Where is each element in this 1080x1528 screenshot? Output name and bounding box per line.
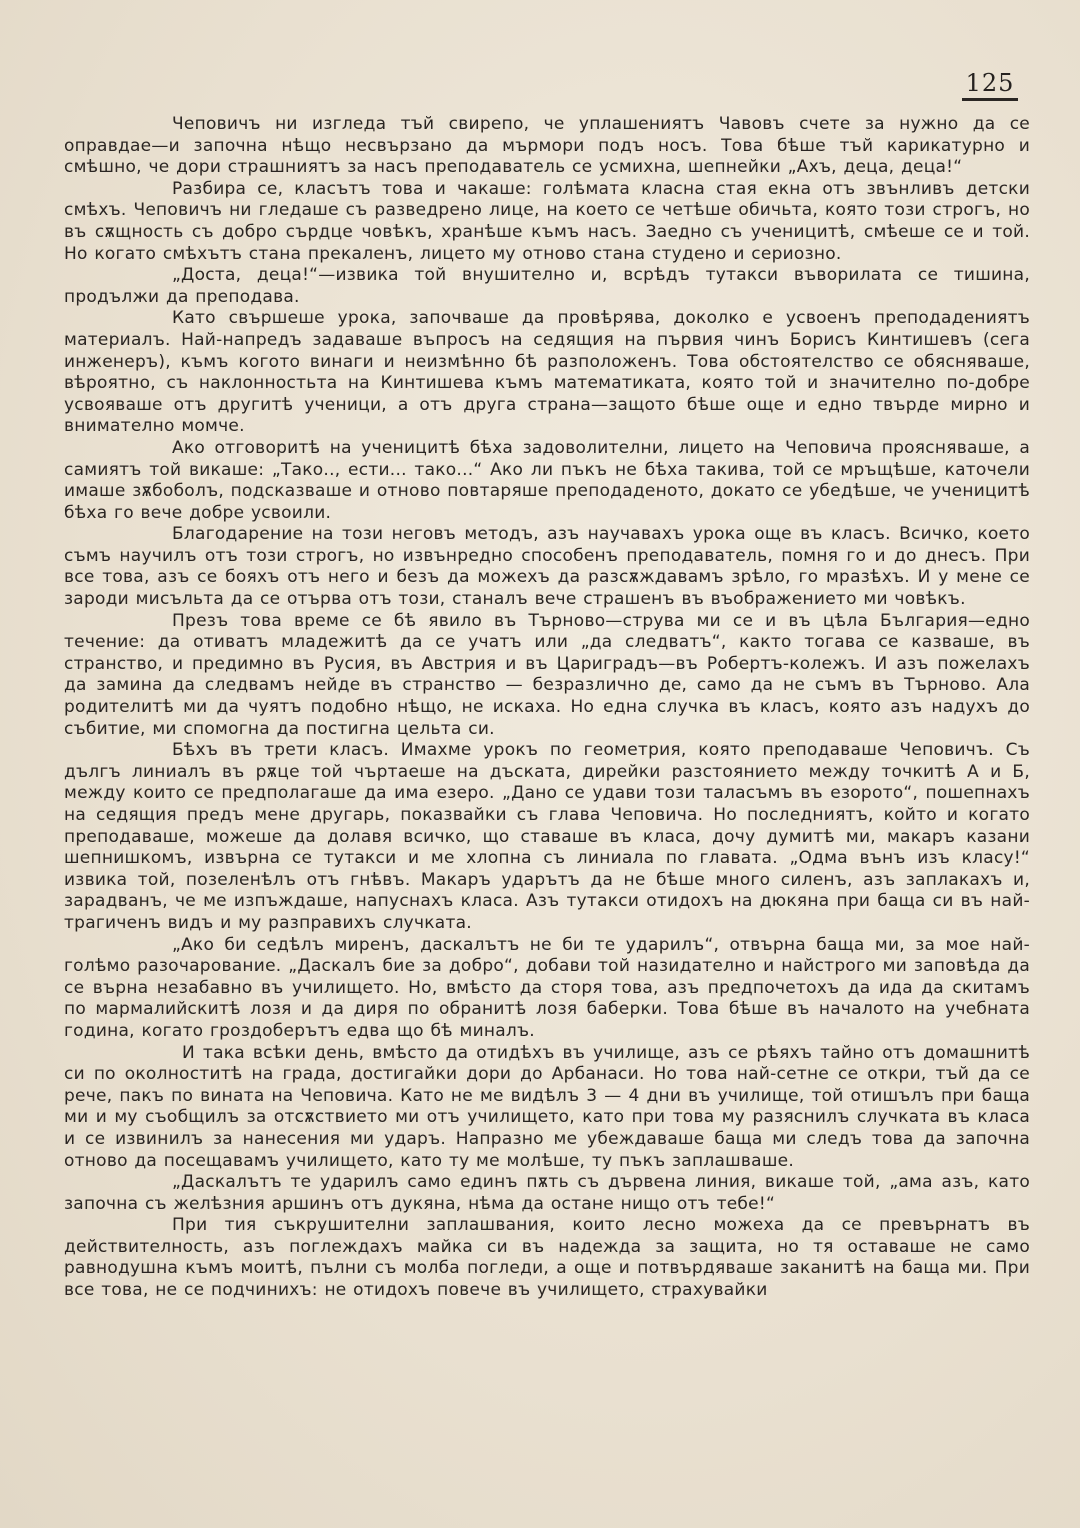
page-number: 125 [965, 69, 1015, 97]
paragraph: Бѣхъ въ трети класъ. Имахме урокъ по геометрия, която преподаваше Чеповичъ. Съ дългъ линиалъ въ рѫце той чъртаеше на дъската, дирейки разстоянието между точкитѣ А и Б, между които се предполагаше да има езеро. „Дано се удави този таласъмъ въ езорото“, пошепнахъ на седящия предъ мене другарь, показвайки съ глава Чеповича. Но последниятъ, който и когато преподаваше, можеше да долавя всичко, що ставаше въ класа, дочу думитѣ ми, макаръ казани шепнишкомъ, извърна се тутакси и ме хлопна съ линиала по главата. „Одма вънъ изъ класу!“ извика той, позеленѣлъ отъ гнѣвъ. Макаръ ударътъ да не бѣше много силенъ, азъ заплакахъ и, зарадванъ, че ме изпъждаше, напуснахъ класа. Азъ тутакси отидохъ на дюкяна при баща си въ най-трагиченъ видъ и му разправихъ случката. [64, 740, 1030, 933]
paragraph: „Ако би седѣлъ миренъ, даскалътъ не би те ударилъ“, отвърна баща ми, за мое най-голѣмо разочарование. „Даскалъ бие за добро“, добави той назидателно и найстрого ми заповѣда да се върна незабавно въ училището. Но, вмѣсто да сторя това, азъ предпочетохъ да ида да скитамъ по мармалийскитѣ лозя и да диря по обранитѣ лозя баберки. Това бѣше въ началото на учебната година, когато гроздоберътъ едва що бѣ миналъ. [64, 934, 1030, 1041]
paragraph: Чеповичъ ни изгледа тъй свирепо, че уплашениятъ Чавовъ счете за нужно да се оправдае—и започна нѣщо несвързано да мърмори подъ носъ. Това бѣше тъй карикатурно и смѣшно, че дори страшниятъ за насъ преподаватель се усмихна, шепнейки „Ахъ, деца, деца!“ [64, 114, 1030, 178]
paragraph: При тия съкрушителни заплашвания, които лесно можеха да се превърнатъ въ действителность, азъ поглеждахъ майка си въ надежда за защита, но тя оставаше не само равнодушна къмъ моитѣ, пълни съ молба погледи, а още и потвърдяваше заканитѣ на баща ми. При все това, не се подчинихъ: не отидохъ повече въ училището, страхувайки [64, 1215, 1030, 1301]
body-text [64, 114, 1030, 1302]
paragraph: Благодарение на този неговъ методъ, азъ научавахъ урока още въ класъ. Всичко, което съмъ научилъ отъ този строгъ, но извънредно способенъ преподаватель, помня го и до днесъ. При все това, азъ се бояхъ отъ него и безъ да можехъ да разсѫждавамъ зрѣло, го мразѣхъ. И у мене се зароди мисъльта да се отърва отъ този, станалъ вече страшенъ въ въображението ми човѣкъ. [64, 524, 1030, 610]
page-number-rule [962, 98, 1018, 101]
paragraph: „Даскалътъ те ударилъ само единъ пѫть съ дървена линия, викаше той, „ама азъ, като започна съ желѣзния аршинъ отъ дукяна, нѣма да остане нищо отъ тебе!“ [64, 1172, 1030, 1214]
paragraph: Разбира се, класътъ това и чакаше: голѣмата класна стая екна отъ звънливъ детски смѣхъ. Чеповичъ ни гледаше съ разведрено лице, на което се четѣше обичьта, която този строгъ, но въ сѫщность съ добро сърдце човѣкъ, хранѣше къмъ насъ. Заедно съ ученицитѣ, смѣеше се и той. Но когато смѣхътъ стана прекаленъ, лицето му отново стана студено и сериозно. [64, 178, 1030, 264]
paragraph: Като свършеше урока, започваше да провѣрява, доколко е усвоенъ преподадениятъ материалъ. Най-напредъ задаваше въпросъ на седящия на първия чинъ Борисъ Кинтишевъ (сега инженеръ), къмъ когото винаги и неизмѣнно бѣ разположенъ. Това обстоятелство се обясняваше, вѣроятно, съ наклонностьта на Кинтишева къмъ математиката, която той и значително по-добре усвояваше отъ другитѣ ученици, а отъ друга страна—защото бѣше още и едно твърде мирно и внимателно момче. [64, 308, 1030, 437]
paragraph: И така всѣки день, вмѣсто да отидѣхъ въ училище, азъ се рѣяхъ тайно отъ домашнитѣ си по околноститѣ на града, достигайки дори до Арбанаси. Но това най-сетне се откри, тъй да се рече, пакъ по вината на Чеповича. Като не ме видѣлъ 3 — 4 дни въ училище, той отишълъ при баща ми и му съобщилъ за отсѫствието ми отъ училището, като при това му разяснилъ случката въ класа и се извинилъ за нанесения ми ударъ. Напразно ме убеждаваше баща ми следъ това да започна отново да посещавамъ училището, като ту ме молѣше, ту пъкъ заплашваше. [64, 1042, 1030, 1171]
paragraph: Презъ това време се бѣ явило въ Търново—струва ми се и въ цѣла България—едно течение: да отиватъ младежитѣ да се учатъ или „да следватъ“, както тогава се казваше, въ странство, и предимно въ Русия, въ Австрия и въ Цариградъ—въ Робертъ-колежъ. И азъ пожелахъ да замина да следвамъ нейде въ странство — безразлично де, само да не съмъ въ Търново. Ала родителитѣ ми да чуятъ подобно нѣщо, не искаха. Но една случка въ класъ, която азъ надухъ до събитие, ми спомогна да постигна цельта си. [64, 610, 1030, 739]
paragraph: „Доста, деца!“—извика той внушително и, всрѣдъ тутакси въворилата се тишина, продължи да преподава. [64, 265, 1030, 307]
paragraph: Ако отговоритѣ на ученицитѣ бѣха задоволителни, лицето на Чеповича проясняваше, а самиятъ той викаше: „Тако.., ести... тако...“ Ако ли пъкъ не бѣха такива, той се мръщѣше, каточели имаше зѫбоболъ, подсказваше и отново повтаряше преподаденото, докато се убедѣше, че ученицитѣ бѣха го вече добре усвоили. [64, 437, 1030, 523]
